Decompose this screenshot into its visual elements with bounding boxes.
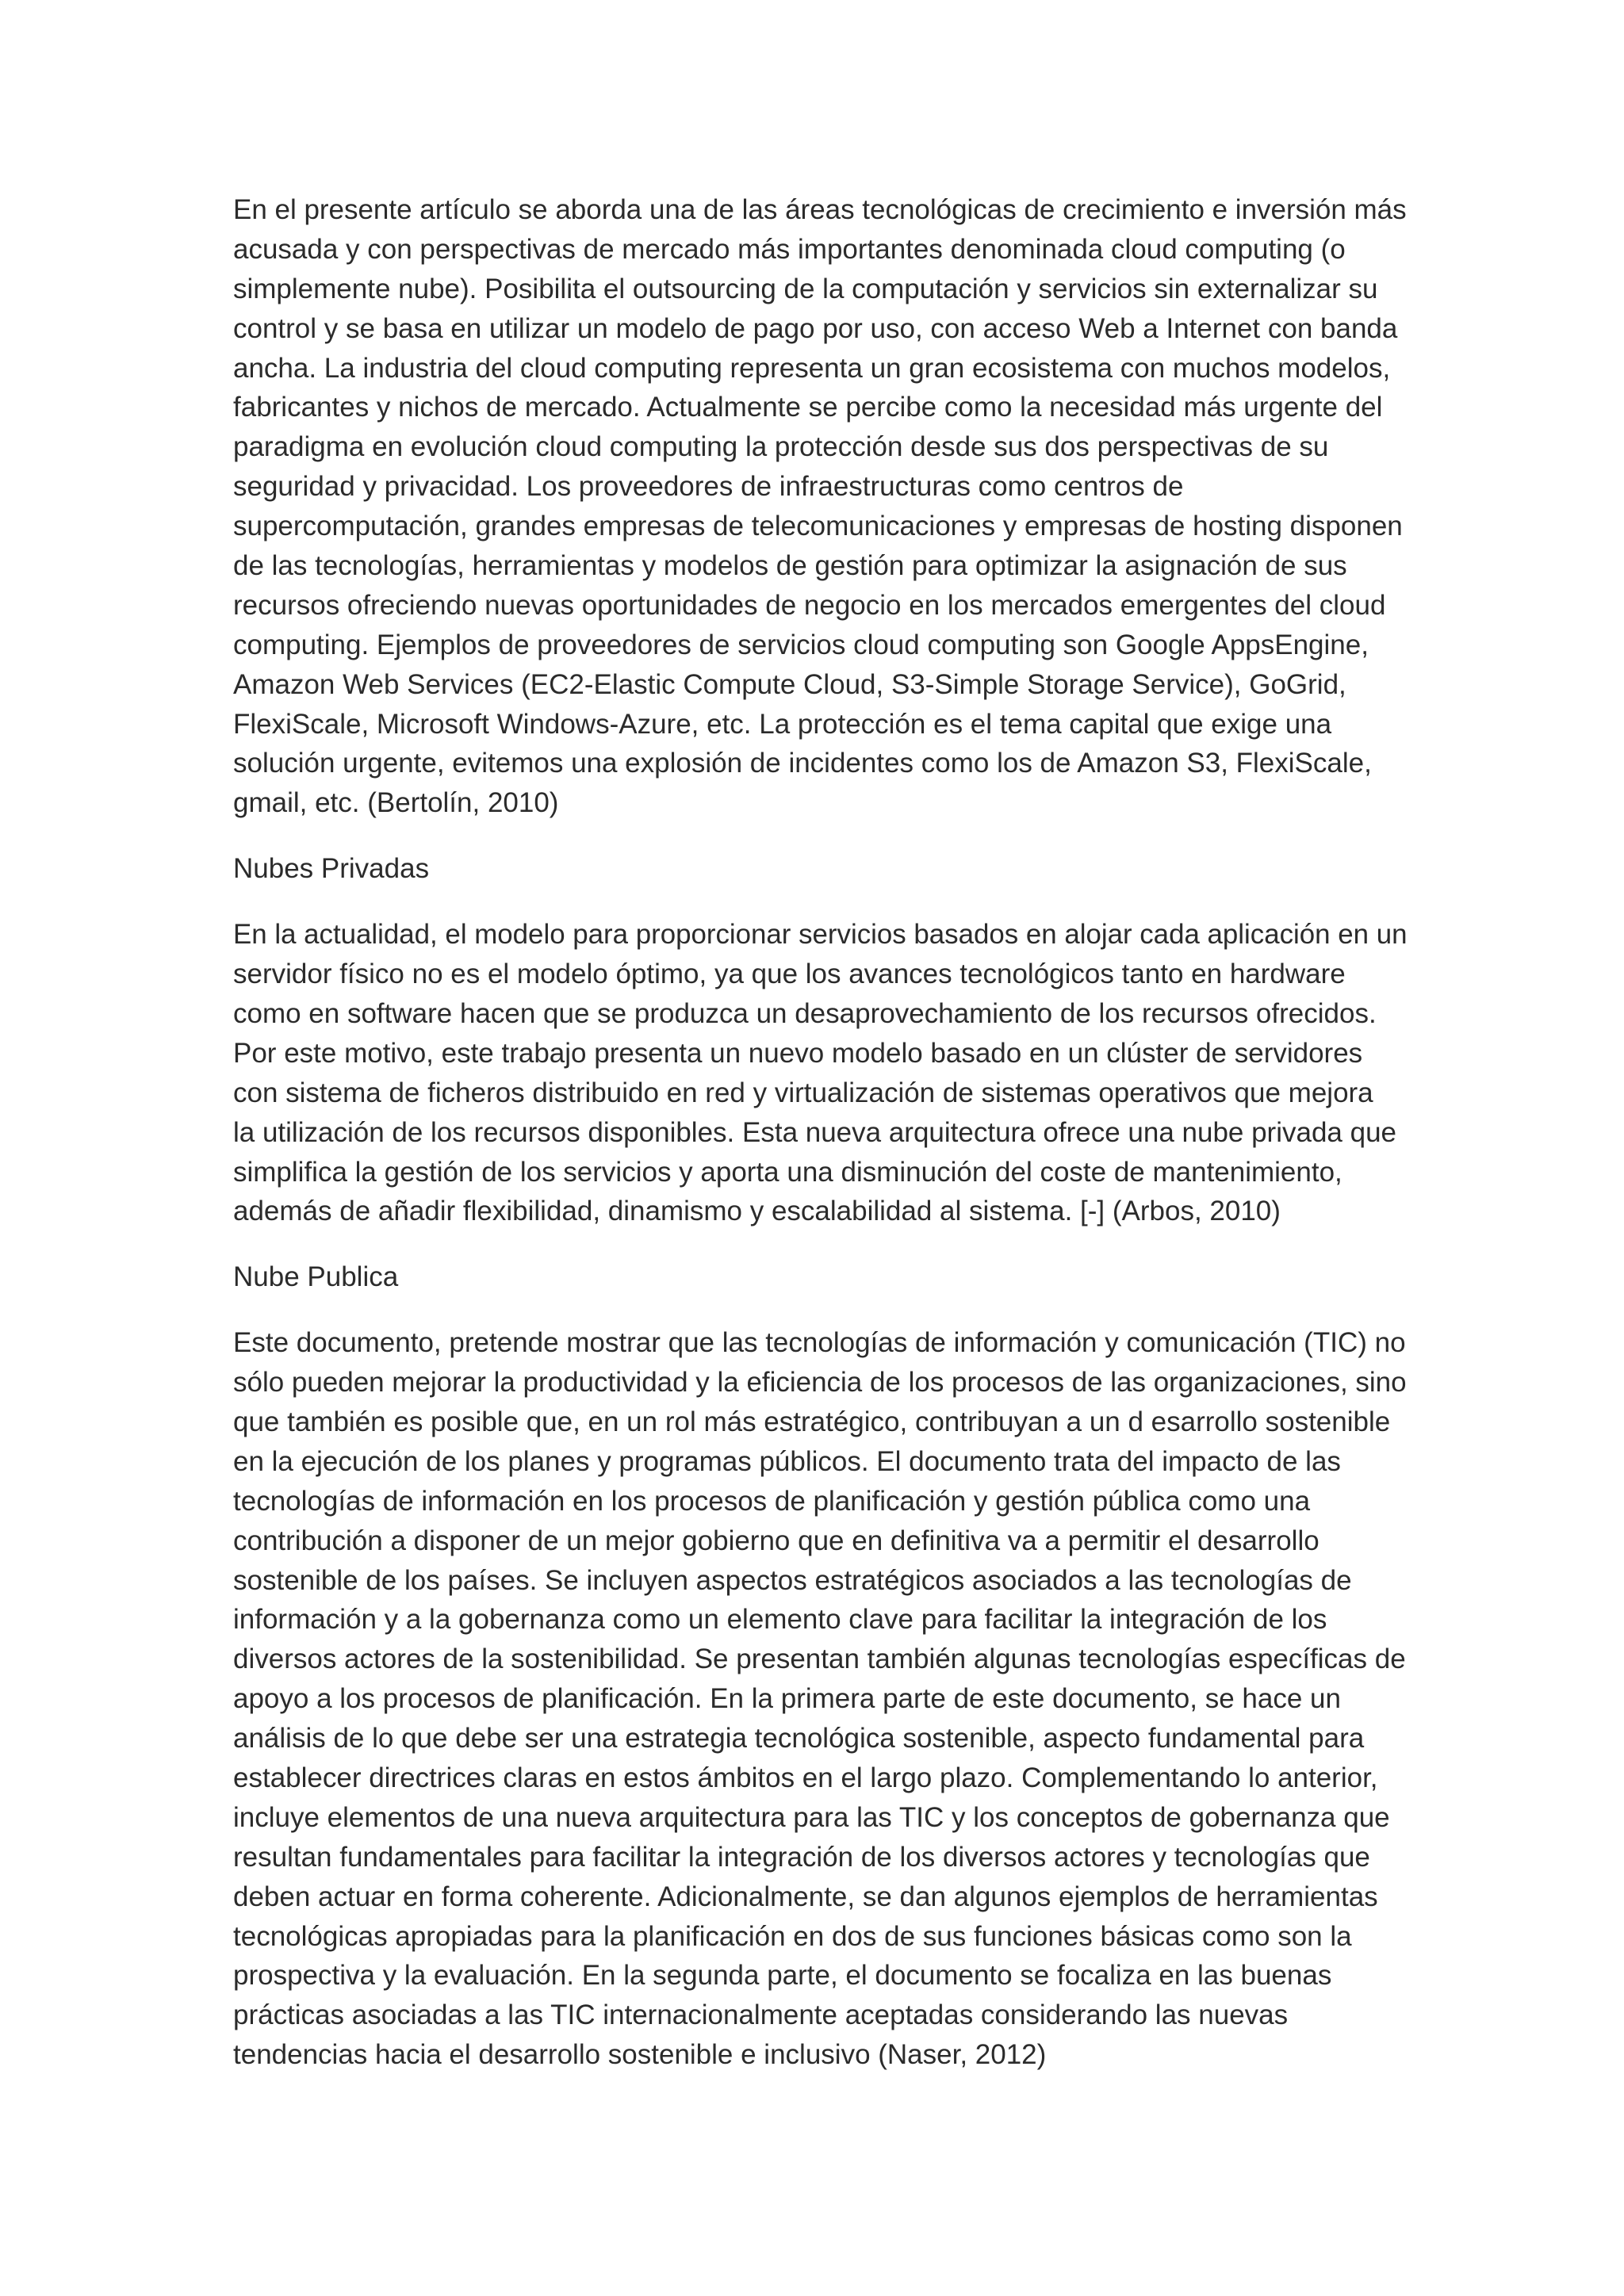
paragraph-line: simplifica la gestión de los servicios y aporta una disminución del coste de mantenimiento,	[233, 1156, 1342, 1188]
paragraph-line: como en software hacen que se produzca un desaprovechamiento de los recursos ofrecidos.	[233, 997, 1377, 1029]
paragraph-line: En la actualidad, el modelo para proporcionar servicios basados en alojar cada aplicación en un	[233, 919, 1408, 951]
paragraph-line: diversos actores de la sostenibilidad. Se presentan también algunas tecnologías específicas de	[233, 1644, 1406, 1675]
paragraph-line: además de añadir flexibilidad, dinamismo y escalabilidad al sistema. [-] (Arbos, 2010)	[233, 1196, 1281, 1227]
nubes-privadas-paragraph	[233, 915, 1407, 1231]
document-body	[233, 190, 1407, 2101]
section-heading-nube-publica: Nube Publica	[233, 1261, 399, 1293]
paragraph-line: tecnológicas apropiadas para la planificación en dos de sus funciones básicas como son la	[233, 1920, 1352, 1952]
paragraph-line: supercomputación, grandes empresas de telecomunicaciones y empresas de hosting disponen	[233, 511, 1403, 542]
paragraph-line: Este documento, pretende mostrar que las tecnologías de información y comunicación (TIC) no	[233, 1327, 1406, 1359]
paragraph-line: información y a la gobernanza como un elemento clave para facilitar la integración de los	[233, 1604, 1327, 1636]
paragraph-line: de las tecnologías, herramientas y modelos de gestión para optimizar la asignación de sus	[233, 550, 1347, 582]
paragraph-line: acusada y con perspectivas de mercado más importantes denominada cloud computing (o	[233, 233, 1346, 265]
paragraph-line: recursos ofreciendo nuevas oportunidades de negocio en los mercados emergentes del cloud	[233, 589, 1386, 621]
paragraph-line: Por este motivo, este trabajo presenta un nuevo modelo basado en un clúster de servidores	[233, 1037, 1363, 1069]
paragraph-line: en la ejecución de los planes y programas públicos. El documento trata del impacto de las	[233, 1445, 1341, 1477]
paragraph-line: solución urgente, evitemos una explosión de incidentes como los de Amazon S3, FlexiScale,	[233, 748, 1372, 779]
paragraph-line: En el presente artículo se aborda una de las áreas tecnológicas de crecimiento e inversión más	[233, 194, 1407, 225]
paragraph-line: con sistema de ficheros distribuido en red y virtualización de sistemas operativos que mejora	[233, 1077, 1373, 1108]
paragraph-line: Amazon Web Services (EC2-Elastic Compute Cloud, S3-Simple Storage Service), GoGrid,	[233, 668, 1346, 700]
paragraph-line: establecer directrices claras en estos ámbitos en el largo plazo. Complementando lo anterior,	[233, 1762, 1378, 1793]
paragraph-line: que también es posible que, en un rol más estratégico, contribuyan a un d esarrollo sostenible	[233, 1406, 1391, 1437]
paragraph-line: sólo pueden mejorar la productividad y la eficiencia de los procesos de las organizaciones, sino	[233, 1367, 1407, 1399]
paragraph-line: control y se basa en utilizar un modelo de pago por uso, con acceso Web a Internet con banda	[233, 312, 1398, 344]
paragraph-line: tendencias hacia el desarrollo sostenible e inclusivo (Naser, 2012)	[233, 2039, 1047, 2071]
paragraph-line: fabricantes y nichos de mercado. Actualmente se percibe como la necesidad más urgente del	[233, 392, 1383, 423]
paragraph-line: tecnologías de información en los procesos de planificación y gestión pública como una	[233, 1485, 1311, 1517]
paragraph-line: gmail, etc. (Bertolín, 2010)	[233, 787, 559, 819]
paragraph-line: simplemente nube). Posibilita el outsourcing de la computación y servicios sin externalizar su	[233, 273, 1378, 304]
paragraph-line: la utilización de los recursos disponibles. Esta nueva arquitectura ofrece una nube privada que	[233, 1116, 1397, 1148]
paragraph-line: prácticas asociadas a las TIC internacionalmente aceptadas considerando las nuevas	[233, 1999, 1289, 2031]
paragraph-line: computing. Ejemplos de proveedores de servicios cloud computing son Google AppsEngine,	[233, 629, 1369, 660]
intro-paragraph	[233, 190, 1407, 823]
paragraph-line: sostenible de los países. Se incluyen aspectos estratégicos asociados a las tecnologías de	[233, 1564, 1352, 1596]
paragraph-line: incluye elementos de una nueva arquitectura para las TIC y los conceptos de gobernanza que	[233, 1801, 1390, 1833]
paragraph-line: resultan fundamentales para facilitar la integración de los diversos actores y tecnologías que	[233, 1841, 1370, 1873]
nube-publica-paragraph	[233, 1323, 1407, 2075]
paragraph-line: contribución a disponer de un mejor gobierno que en definitiva va a permitir el desarrollo	[233, 1525, 1320, 1556]
paragraph-line: seguridad y privacidad. Los proveedores de infraestructuras como centros de	[233, 471, 1184, 503]
paragraph-line: FlexiScale, Microsoft Windows-Azure, etc. La protección es el tema capital que exige una	[233, 708, 1332, 740]
paragraph-line: apoyo a los procesos de planificación. En la primera parte de este documento, se hace un	[233, 1683, 1341, 1715]
paragraph-line: prospectiva y la evaluación. En la segunda parte, el documento se focaliza en las buenas	[233, 1960, 1332, 1992]
paragraph-line: ancha. La industria del cloud computing representa un gran ecosistema con muchos modelos,	[233, 352, 1391, 384]
paragraph-line: servidor físico no es el modelo óptimo, ya que los avances tecnológicos tanto en hardware	[233, 959, 1346, 990]
paragraph-line: paradigma en evolución cloud computing la protección desde sus dos perspectivas de su	[233, 431, 1329, 463]
paragraph-line: deben actuar en forma coherente. Adicionalmente, se dan algunos ejemplos de herramientas	[233, 1881, 1378, 1912]
paragraph-line: análisis de lo que debe ser una estrategia tecnológica sostenible, aspecto fundamental para	[233, 1723, 1365, 1755]
section-heading-nubes-privadas: Nubes Privadas	[233, 853, 430, 885]
